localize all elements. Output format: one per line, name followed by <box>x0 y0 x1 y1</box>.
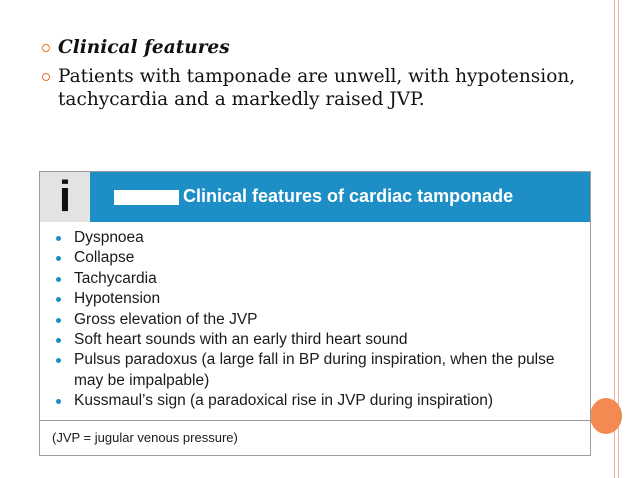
bullet-dot-icon <box>56 318 61 323</box>
feature-list <box>54 228 574 412</box>
bullet-circle-icon <box>42 44 50 52</box>
redaction-bar <box>114 190 179 205</box>
bullet-dot-icon <box>56 297 61 302</box>
box-footnote: (JVP = jugular venous pressure) <box>52 430 238 445</box>
list-item: Dyspnoea <box>54 228 574 248</box>
bullet-circle-icon <box>42 73 50 81</box>
list-item: Kussmaul’s sign (a paradoxical rise in JVP during inspiration) <box>54 391 574 411</box>
list-item: Collapse <box>54 248 574 268</box>
bullet-dot-icon <box>56 399 61 404</box>
info-icon: i <box>40 172 90 222</box>
bullet-dot-icon <box>56 256 61 261</box>
list-item: Soft heart sounds with an early third heart sound <box>54 330 574 350</box>
list-item: Hypotension <box>54 289 574 309</box>
bullet-dot-icon <box>56 358 61 363</box>
slide-bullet-1 <box>42 36 602 59</box>
clinical-features-box <box>39 171 591 456</box>
bullet-dot-icon <box>56 277 61 282</box>
box-title: Clinical features of cardiac tamponade <box>183 186 514 206</box>
slide-bullet-1-text: Clinical features <box>58 37 230 58</box>
box-header <box>40 172 590 222</box>
list-item: Tachycardia <box>54 269 574 289</box>
list-item: Gross elevation of the JVP <box>54 310 574 330</box>
slide-bullet-2 <box>42 65 602 111</box>
slide-bullet-list <box>42 36 602 111</box>
bullet-dot-icon <box>56 338 61 343</box>
slide-bullet-2-text: Patients with tamponade are unwell, with hypotension, tachycardia and a markedly raised JVP. <box>58 66 576 110</box>
slide-decoration-circle <box>590 398 622 434</box>
footnote-divider <box>40 420 590 421</box>
list-item: Pulsus paradoxus (a large fall in BP during inspiration, when the pulse may be impalpable) <box>54 350 574 391</box>
bullet-dot-icon <box>56 236 61 241</box>
